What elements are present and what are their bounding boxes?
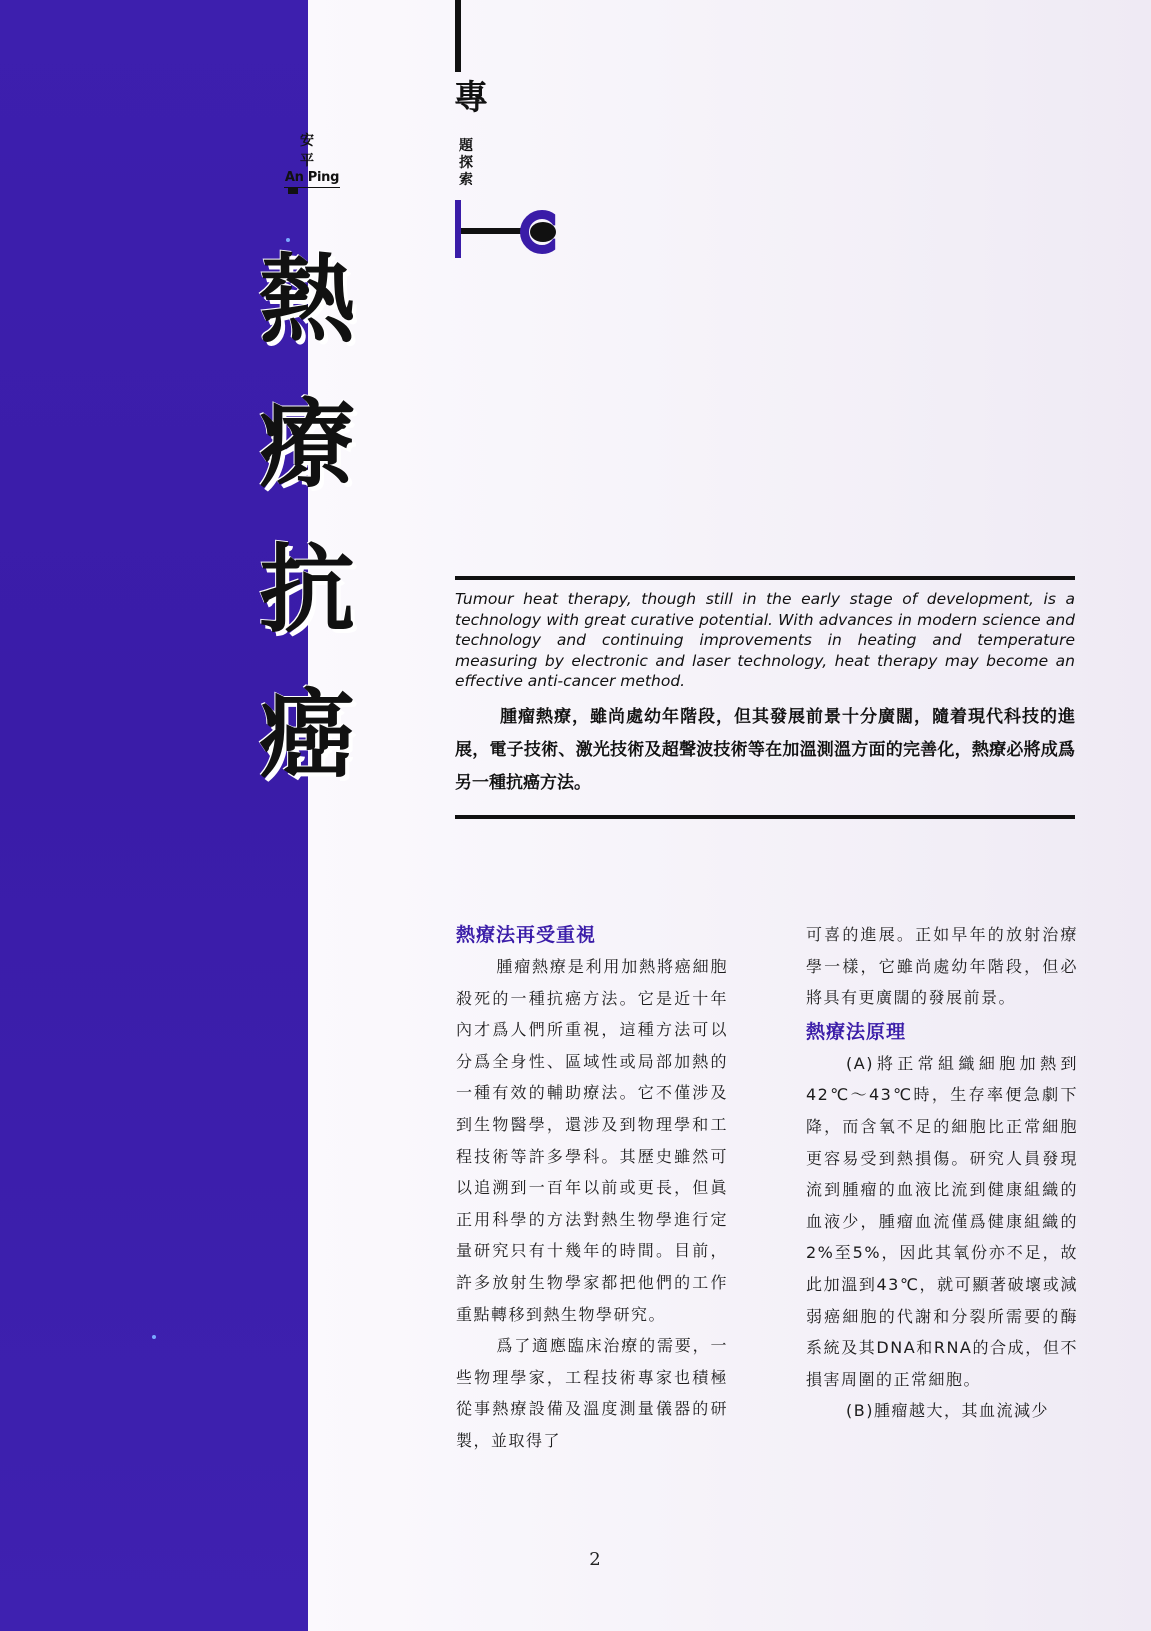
section-heading: 熱療法原理 xyxy=(806,1020,907,1043)
author-block xyxy=(284,130,340,194)
author-mark xyxy=(288,188,298,194)
page-number: 2 xyxy=(589,1549,601,1570)
author-name-zh: 安 平 xyxy=(300,133,324,169)
series-mark: 專 xyxy=(454,78,488,118)
paragraph-text: (A)將正常組織細胞加熱到42℃～43℃時，生存率便急劇下降，而含氧不足的細胞比正常細胞更容易受到熱損傷。研究人員發現流到腫瘤的血液比流到健康組織的血液少，腫瘤血流僅爲健康組織的2%至5%，因此其氧份亦不足，故此加溫到43℃，就可顯著破壞或減弱癌細胞的代謝和分裂所需要的酶系統及其DNA和RNA的合成，但不損害周圍的正常細胞。 xyxy=(806,1053,1078,1389)
series-sub-char: 索 xyxy=(459,172,473,188)
speck xyxy=(152,1335,156,1339)
title-char-4: 癌 xyxy=(259,679,355,791)
body-paragraph: 可喜的進展。正如早年的放射治療學一樣，它雖尚處幼年階段，但必將具有更廣闊的發展前景。 xyxy=(806,925,1078,1008)
series-subtitle xyxy=(458,138,474,189)
series-sub-char: 探 xyxy=(459,155,473,171)
logo-vertical-bar-top xyxy=(455,0,461,72)
title-char-3: 抗 xyxy=(259,534,355,646)
body-paragraph xyxy=(806,1395,1078,1427)
section-heading: 熱療法再受重視 xyxy=(456,924,597,946)
paragraph-text: 腫瘤熱療是利用加熱將癌細胞殺死的一種抗癌方法。它是近十年內才爲人們所重視，這種方法可以分爲全身性、區域性或局部加熱的一種有效的輔助療法。它不僅涉及到生物醫學，還涉及到物理學和工程技術等許多學科。其歷史雖然可以追溯到一百年以前或更長，但眞正用科學的方法對熱生物學進行定量研究只有十幾年的時間。目前，許多放射生物學家都把他們的工作重點轉移到熱生物學研究。 xyxy=(456,957,728,1324)
abstract-top-rule xyxy=(455,576,1075,580)
body-column-right xyxy=(806,919,1078,1427)
abstract-bottom-rule xyxy=(455,815,1075,819)
abstract-english: Tumour heat therapy, though still in the early stage of development, is a technology with great curative potential. With advances in modern science and technology and continuing improvements in heating and temperature measuring by electronic and laser technology, heat therapy may become an effective anti-cancer method. xyxy=(455,590,1075,690)
title-char-1: 熱 xyxy=(259,244,355,356)
series-sub-char: 題 xyxy=(459,138,473,154)
paragraph-text: (B)腫瘤越大，其血流減少 xyxy=(846,1401,1049,1421)
paragraph-text: 爲了適應臨床治療的需要，一些物理學家，工程技術專家也積極從事熱療設備及溫度測量儀器的研製，並取得了 xyxy=(456,1336,728,1450)
abstract-chinese xyxy=(455,701,1075,800)
body-column-left xyxy=(456,919,728,1457)
speck xyxy=(286,238,290,242)
body-paragraph xyxy=(806,1048,1078,1396)
abstract-chinese-text: 腫瘤熱療，雖尚處幼年階段，但其發展前景十分廣闊，隨着現代科技的進展，電子技術、激光技術及超聲波技術等在加溫測溫方面的完善化，熱療必將成爲另一種抗癌方法。 xyxy=(455,707,1075,793)
title-char-2: 療 xyxy=(259,389,355,501)
author-name-en: An Ping xyxy=(284,170,340,188)
body-paragraph xyxy=(456,951,728,1330)
logo-horizontal-bar xyxy=(461,228,525,234)
body-paragraph xyxy=(456,1330,728,1456)
